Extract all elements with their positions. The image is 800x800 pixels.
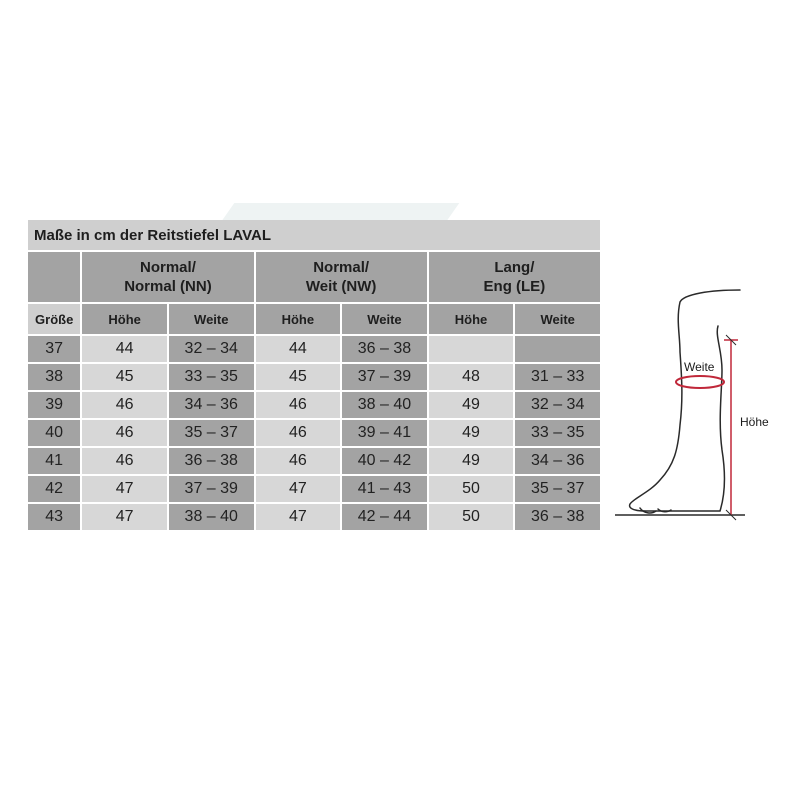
- table-row: [28, 448, 600, 474]
- nw-height-cell: 47: [256, 476, 341, 502]
- size-cell: 41: [28, 448, 80, 474]
- nw-width-cell: 38 – 40: [342, 392, 427, 418]
- nw-height-cell: 46: [256, 420, 341, 446]
- nn-width-cell: 38 – 40: [169, 504, 254, 530]
- height-column-header: Höhe: [429, 304, 514, 334]
- width-column-header: Weite: [342, 304, 427, 334]
- nn-width-cell: 37 – 39: [169, 476, 254, 502]
- nn-width-cell: 33 – 35: [169, 364, 254, 390]
- nn-height-cell: 46: [82, 448, 167, 474]
- nn-height-cell: 47: [82, 476, 167, 502]
- nn-width-cell: 36 – 38: [169, 448, 254, 474]
- boot-measurement-diagram: [600, 280, 800, 530]
- nn-height-cell: 46: [82, 392, 167, 418]
- group-header-line1: Normal/: [313, 259, 370, 276]
- width-ring-icon: [676, 376, 724, 388]
- le-width-cell: 33 – 35: [515, 420, 600, 446]
- width-column-header: Weite: [169, 304, 254, 334]
- table-row: [28, 364, 600, 390]
- group-header-nn: [82, 252, 253, 302]
- table-row: [28, 392, 600, 418]
- height-column-header: Höhe: [256, 304, 341, 334]
- group-header-nw: [256, 252, 427, 302]
- le-height-cell: 48: [429, 364, 514, 390]
- nw-width-cell: 42 – 44: [342, 504, 427, 530]
- size-column-header: Größe: [28, 304, 80, 334]
- nw-height-cell: 46: [256, 448, 341, 474]
- table-row: [28, 476, 600, 502]
- size-cell: 38: [28, 364, 80, 390]
- le-width-cell: 36 – 38: [515, 504, 600, 530]
- group-header-line1: Normal/: [140, 259, 196, 276]
- table-title: Maße in cm der Reitstiefel LAVAL: [28, 220, 600, 250]
- group-header-line2: Normal (NN): [124, 278, 212, 295]
- nw-height-cell: 46: [256, 392, 341, 418]
- nn-height-cell: 47: [82, 504, 167, 530]
- nw-width-cell: 40 – 42: [342, 448, 427, 474]
- le-width-cell: 32 – 34: [515, 392, 600, 418]
- group-header-line1: Lang/: [494, 259, 535, 276]
- size-cell: 39: [28, 392, 80, 418]
- group-header-line2: Eng (LE): [483, 278, 546, 295]
- nn-width-cell: 35 – 37: [169, 420, 254, 446]
- size-cell: 42: [28, 476, 80, 502]
- width-label: Weite: [684, 360, 715, 374]
- nn-width-cell: 32 – 34: [169, 336, 254, 362]
- nn-height-cell: 46: [82, 420, 167, 446]
- nw-width-cell: 37 – 39: [342, 364, 427, 390]
- le-height-cell: 50: [429, 476, 514, 502]
- table-title-row: [28, 220, 600, 250]
- nn-height-cell: 44: [82, 336, 167, 362]
- le-height-cell: [429, 336, 514, 362]
- table-row: [28, 420, 600, 446]
- group-header-blank: [28, 252, 80, 302]
- nw-width-cell: 39 – 41: [342, 420, 427, 446]
- height-column-header: Höhe: [82, 304, 167, 334]
- le-height-cell: 49: [429, 420, 514, 446]
- nw-height-cell: 44: [256, 336, 341, 362]
- nn-width-cell: 34 – 36: [169, 392, 254, 418]
- nw-width-cell: 41 – 43: [342, 476, 427, 502]
- le-height-cell: 49: [429, 448, 514, 474]
- nw-height-cell: 47: [256, 504, 341, 530]
- nw-height-cell: 45: [256, 364, 341, 390]
- table-row: [28, 504, 600, 530]
- le-width-cell: 34 – 36: [515, 448, 600, 474]
- le-width-cell: 31 – 33: [515, 364, 600, 390]
- le-height-cell: 49: [429, 392, 514, 418]
- size-table: [26, 218, 602, 532]
- table-row: [28, 336, 600, 362]
- height-label: Höhe: [740, 415, 769, 429]
- group-header-line2: Weit (NW): [305, 278, 377, 295]
- nn-height-cell: 45: [82, 364, 167, 390]
- size-cell: 37: [28, 336, 80, 362]
- nw-width-cell: 36 – 38: [342, 336, 427, 362]
- le-height-cell: 50: [429, 504, 514, 530]
- leg-outline: [630, 290, 740, 513]
- column-header-row: [28, 304, 600, 334]
- le-width-cell: [515, 336, 600, 362]
- group-header-le: [429, 252, 600, 302]
- group-header-row: [28, 252, 600, 302]
- width-column-header: Weite: [515, 304, 600, 334]
- le-width-cell: 35 – 37: [515, 476, 600, 502]
- size-cell: 43: [28, 504, 80, 530]
- size-cell: 40: [28, 420, 80, 446]
